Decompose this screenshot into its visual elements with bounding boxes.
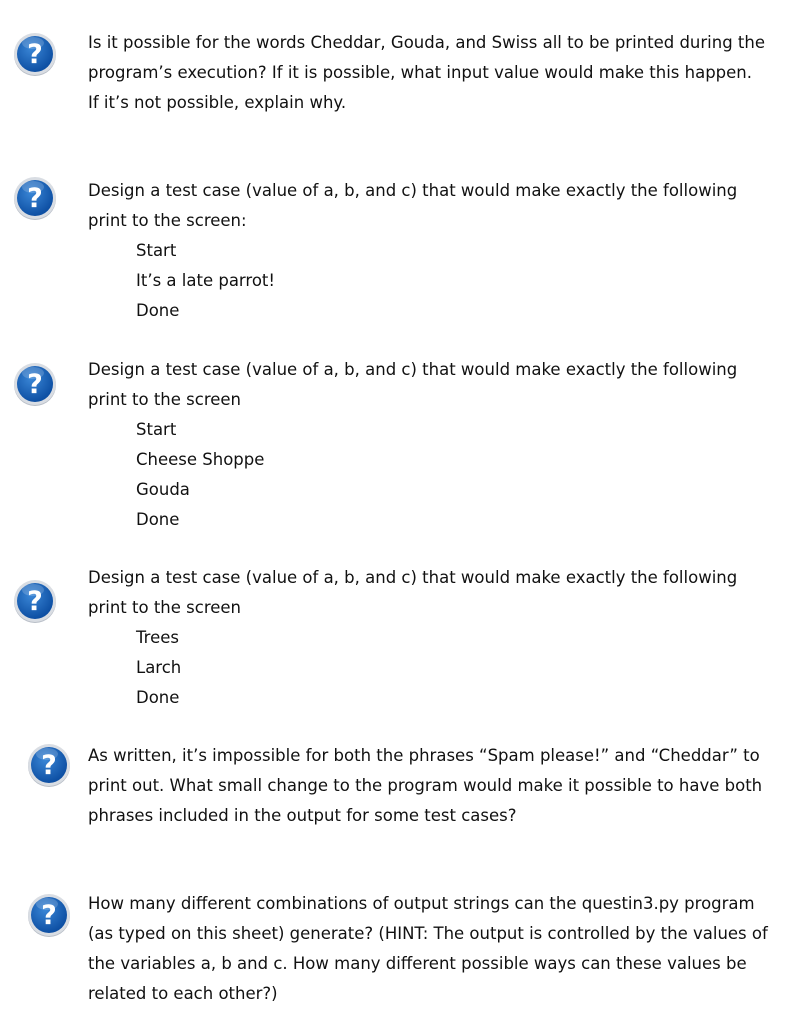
question-line: If it’s not possible, explain why.: [88, 93, 347, 112]
question-text: [88, 28, 788, 118]
question-mark-icon: [12, 361, 58, 407]
output-line: Start: [136, 420, 177, 439]
question-mark-icon: [12, 175, 58, 221]
output-line: Done: [136, 510, 180, 529]
svg-text:?: ?: [27, 369, 43, 400]
question-line: Is it possible for the words Cheddar, Gouda, and Swiss all to be printed during the: [88, 33, 766, 52]
question-line: phrases included in the output for some test cases?: [88, 806, 517, 825]
question-mark-icon: [26, 742, 72, 788]
question-line: As written, it’s impossible for both the phrases “Spam please!” and “Cheddar” to: [88, 746, 760, 765]
question-line: related to each other?): [88, 984, 278, 1003]
question-line: Design a test case (value of a, b, and c) that would make exactly the following: [88, 181, 738, 200]
svg-text:?: ?: [27, 586, 43, 617]
question-line: print to the screen: [88, 598, 241, 617]
svg-text:?: ?: [27, 39, 43, 70]
question-text: [88, 176, 788, 326]
question-line: print out. What small change to the program would make it possible to have both: [88, 776, 763, 795]
question-mark-icon: [12, 578, 58, 624]
question-mark-icon: [26, 892, 72, 938]
output-line: Start: [136, 241, 177, 260]
question-mark-icon: [12, 31, 58, 77]
question-line: Design a test case (value of a, b, and c) that would make exactly the following: [88, 360, 738, 379]
question-line: print to the screen:: [88, 211, 247, 230]
output-line: It’s a late parrot!: [136, 271, 276, 290]
question-line: (as typed on this sheet) generate? (HINT: The output is controlled by the values of: [88, 924, 768, 943]
question-line: How many different combinations of output strings can the questin3.py program: [88, 894, 755, 913]
question-line: Design a test case (value of a, b, and c) that would make exactly the following: [88, 568, 738, 587]
svg-text:?: ?: [41, 900, 57, 931]
question-text: [88, 355, 788, 535]
output-line: Done: [136, 688, 180, 707]
output-line: Cheese Shoppe: [136, 450, 265, 469]
question-line: print to the screen: [88, 390, 241, 409]
output-line: Gouda: [136, 480, 190, 499]
question-text: [88, 563, 788, 713]
output-line: Larch: [136, 658, 182, 677]
question-text: [88, 741, 788, 831]
svg-text:?: ?: [41, 750, 57, 781]
question-line: program’s execution? If it is possible, what input value would make this happen.: [88, 63, 753, 82]
output-line: Trees: [136, 628, 179, 647]
output-line: Done: [136, 301, 180, 320]
question-line: the variables a, b and c. How many different possible ways can these values be: [88, 954, 747, 973]
question-text: [88, 889, 788, 1009]
svg-text:?: ?: [27, 183, 43, 214]
